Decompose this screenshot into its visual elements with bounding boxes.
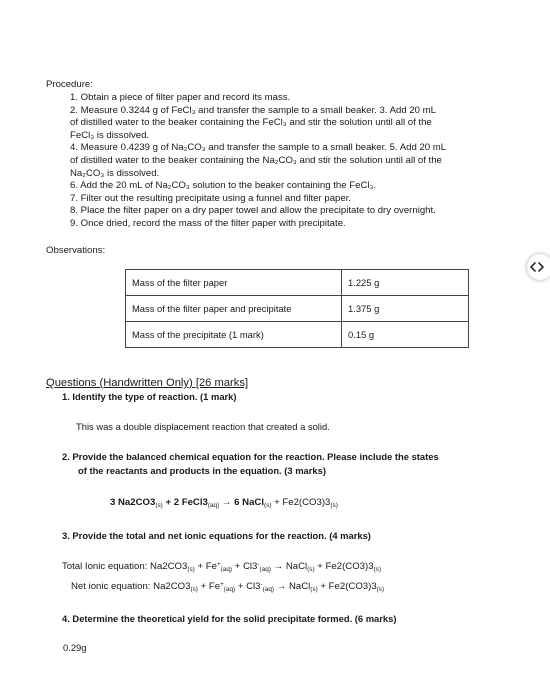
eq-charge: + (220, 581, 224, 588)
observations-title: Observations: (46, 245, 106, 256)
procedure-line: of distilled water to the beaker containing the FeCl₃ and stir the solution until all of the (70, 117, 432, 129)
question-1: 1. Identify the type of reaction. (1 mark) (62, 391, 237, 402)
table-row (126, 270, 469, 296)
eq-term: → NaCl (274, 581, 311, 592)
answer-1: This was a double displacement reaction that created a solid. (76, 421, 330, 432)
eq-term: 3 Na2CO3 (110, 497, 156, 508)
table-cell-value: 1.375 g (342, 296, 469, 322)
procedure-line: of distilled water to the beaker containing the Na₂CO₃ and stir the solution until all of the (70, 154, 442, 166)
eq-label: Net ionic equation: (71, 581, 154, 592)
question-3: 3. Provide the total and net ionic equations for the reaction. (4 marks) (62, 530, 371, 541)
eq-state: (aq) (223, 586, 236, 593)
procedure-title: Procedure: (46, 79, 93, 90)
table-cell-label: Mass of the filter paper (126, 270, 342, 296)
eq-term: + Fe2(CO3)3 (271, 497, 331, 508)
eq-term: + Fe2(CO3)3 (314, 561, 374, 572)
procedure-line: 9. Once dried, record the mass of the filter paper with precipitate. (70, 217, 346, 229)
procedure-line: FeCl₃ is dissolved. (70, 129, 150, 141)
balanced-equation (110, 497, 338, 509)
eq-state: (s) (376, 586, 385, 593)
eq-term: → NaCl (270, 561, 308, 572)
eq-term: + 2 FeCl3 (162, 497, 208, 508)
total-ionic-equation (62, 561, 381, 573)
answer-4: 0.29g (63, 642, 87, 653)
procedure-line: 2. Measure 0.3244 g of FeCl₃ and transfer the sample to a small beaker. 3. Add 20 mL (70, 104, 437, 116)
eq-state: (s) (307, 566, 315, 573)
eq-state: (s) (330, 502, 338, 509)
table-cell-label: Mass of the filter paper and precipitate (126, 296, 342, 322)
procedure-line: 4. Measure 0.4239 g of Na₂CO₃ and transfer the sample to a small beaker. 5. Add 20 mL (70, 142, 447, 154)
eq-state: (s) (155, 502, 163, 509)
eq-label: Total Ionic equation: (62, 561, 151, 572)
table-cell-value: 1.225 g (342, 270, 469, 296)
table-cell-value: 0.15 g (342, 322, 469, 348)
eq-state: (aq) (207, 502, 220, 509)
procedure-line: 7. Filter out the resulting precipitate using a funnel and filter paper. (70, 192, 352, 204)
question-4: 4. Determine the theoretical yield for the solid precipitate formed. (6 marks) (62, 613, 397, 624)
eq-charge: + (216, 561, 221, 568)
chevron-left-right-icon (530, 261, 544, 273)
question-2-line-2: of the reactants and products in the equation. (3 marks) (78, 465, 326, 476)
procedure-line: 6. Add the 20 mL of Na₂CO₃ solution to the beaker containing the FeCl₃. (70, 180, 377, 192)
eq-state: (s) (373, 566, 381, 573)
procedure-line: 1. Obtain a piece of filter paper and record its mass. (70, 92, 291, 103)
observations-table (125, 269, 469, 348)
table-row (126, 296, 469, 322)
eq-state: (aq) (259, 566, 271, 573)
table-cell-label: Mass of the precipitate (1 mark) (126, 322, 342, 348)
eq-term: + Fe (194, 561, 217, 572)
eq-term: + Cl3 (235, 581, 261, 592)
net-ionic-equation (71, 581, 384, 593)
eq-state: (s) (310, 586, 318, 593)
procedure-line: 8. Place the filter paper on a dry paper towel and allow the precipitate to dry overnight. (70, 205, 436, 217)
eq-state: (s) (264, 502, 272, 509)
eq-term: Na2CO3 (150, 561, 188, 572)
eq-term: Na2CO3 (153, 581, 191, 592)
table-row (126, 322, 469, 348)
eq-term: + Fe2(CO3)3 (317, 581, 377, 592)
eq-term: + Fe (197, 581, 221, 592)
procedure-steps (70, 92, 500, 231)
eq-state: (s) (187, 566, 195, 573)
eq-charge: - (257, 561, 260, 568)
eq-charge: - (260, 581, 263, 588)
carousel-nav-button[interactable] (527, 254, 550, 280)
procedure-line: Na₂CO₃ is dissolved. (70, 167, 160, 179)
eq-state: (aq) (220, 566, 233, 573)
eq-state: (aq) (262, 586, 275, 593)
question-2-line-1: 2. Provide the balanced chemical equation for the reaction. Please include the states (62, 451, 439, 462)
eq-term: → 6 NaCl (219, 497, 265, 508)
eq-term: + Cl3 (232, 561, 258, 572)
eq-state: (s) (190, 586, 198, 593)
questions-title: Questions (Handwritten Only) [26 marks] (46, 377, 249, 389)
